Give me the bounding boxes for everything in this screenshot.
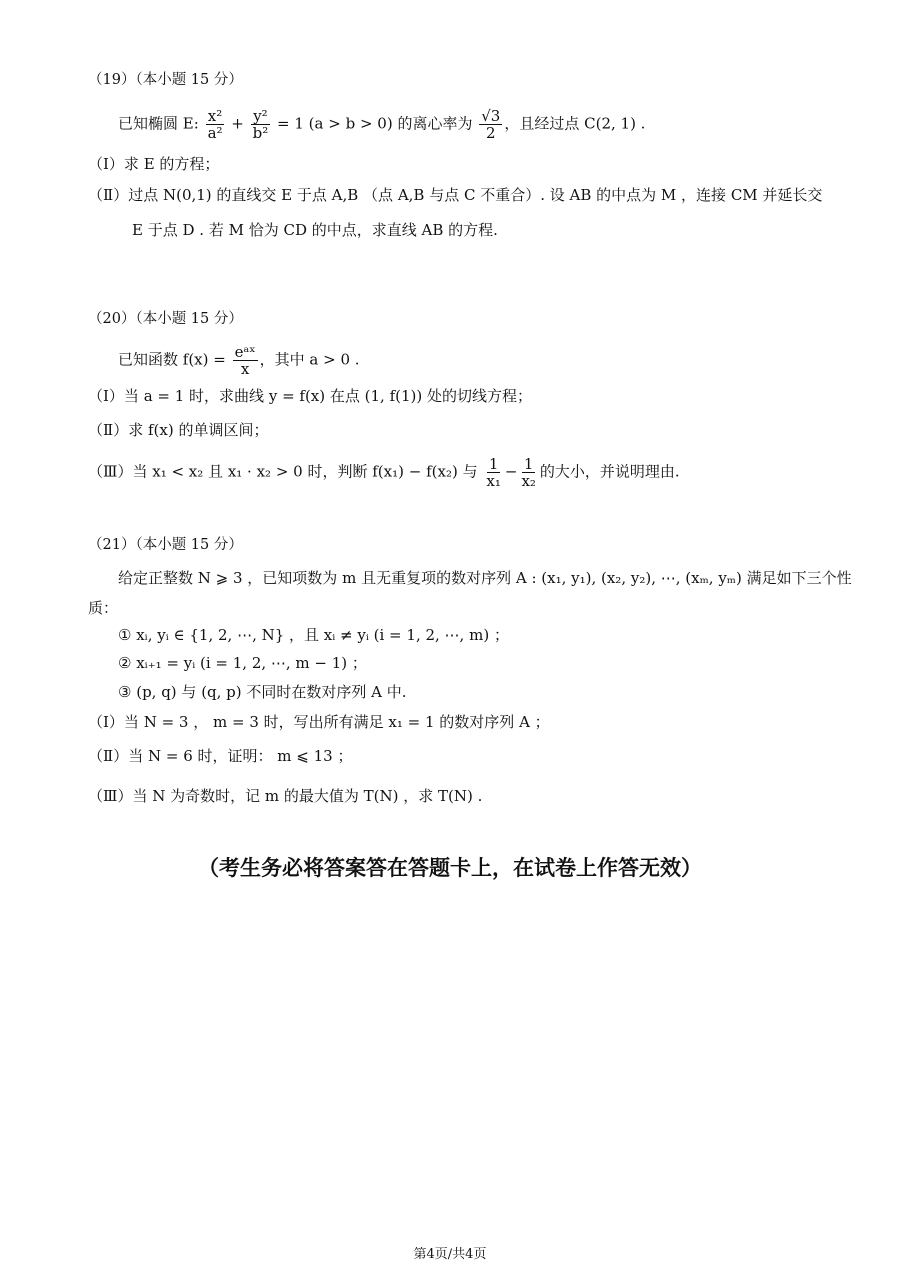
q19-part2-line1: （Ⅱ）过点 N(0,1) 的直线交 E 于点 A,B （点 A,B 与点 C 不重合）. 设 AB 的中点为 M ，连接 CM 并延长交	[88, 186, 823, 204]
q20-part3-f1-num: 1	[488, 455, 499, 473]
exam-notice: （考生务必将答案答在答题卡上，在试卷上作答无效）	[198, 856, 702, 880]
q20-part3-text-b: 的大小，并说明理由.	[539, 462, 680, 481]
q20-header: （20）（本小题 15 分）	[88, 311, 243, 327]
q21-stem-line1: 给定正整数 N ⩾ 3 ，已知项数为 m 且无重复项的数对序列 A : (x₁, y₁), (x₂, y₂), ⋯, (xₘ, yₘ) 满足如下三个性	[118, 569, 852, 587]
q19-frac-x2-a2	[206, 108, 225, 141]
q20-part3-f2-num: 1	[523, 455, 534, 473]
q19-stem-text-a: 已知椭圆 E:	[118, 114, 199, 133]
q21-prop2: ② xᵢ₊₁ = yᵢ (i = 1, 2, ⋯, m − 1) ；	[118, 654, 367, 672]
q19-frac1-num: x²	[207, 107, 223, 125]
q21-part3: （Ⅲ）当 N 为奇数时，记 m 的最大值为 T(N) ，求 T(N) .	[88, 787, 483, 805]
q20-frac-1-x1	[484, 456, 502, 489]
page-footer: 第4页/共4页	[413, 1247, 487, 1262]
q20-frac-eax-x	[233, 344, 258, 377]
q20-part2: （Ⅱ）求 f(x) 的单调区间；	[88, 421, 269, 439]
q19-part1: （Ⅰ）求 E 的方程；	[88, 155, 220, 173]
q20-part3-f1-den: x₁	[486, 472, 501, 490]
q19-frac2-num: y²	[253, 107, 268, 125]
q19-frac-y2-b2	[251, 108, 271, 141]
q20-part3-f2-den: x₂	[521, 472, 536, 490]
q20-part3	[88, 456, 680, 489]
q19-frac2-den: b²	[252, 124, 269, 142]
q19-frac3-den: 2	[486, 124, 496, 142]
q21-part2: （Ⅱ）当 N = 6 时，证明： m ⩽ 13 ；	[88, 747, 353, 765]
q21-stem-line2: 质：	[88, 599, 119, 617]
q20-part3-minus: −	[504, 462, 518, 481]
q20-stem-text-a: 已知函数 f(x) =	[118, 350, 226, 369]
q20-frac-num: eᵃˣ	[234, 343, 256, 361]
q19-frac3-num: √3	[481, 107, 501, 125]
q20-frac-1-x2	[519, 456, 537, 489]
q19-stem-text-b: = 1 (a > b > 0) 的离心率为	[272, 114, 473, 133]
q20-stem	[118, 344, 360, 377]
q19-stem-text-c: ，且经过点 C(2, 1) .	[504, 114, 646, 133]
q19-frac1-den: a²	[207, 124, 223, 142]
q21-prop3: ③ (p, q) 与 (q, p) 不同时在数对序列 A 中.	[118, 683, 407, 701]
q21-header: （21）（本小题 15 分）	[88, 537, 243, 553]
q19-frac-sqrt3-2	[479, 108, 502, 141]
q21-part1: （Ⅰ）当 N = 3 ， m = 3 时，写出所有满足 x₁ = 1 的数对序列 A ；	[88, 713, 550, 731]
q20-part3-text-a: （Ⅲ）当 x₁ < x₂ 且 x₁ · x₂ > 0 时，判断 f(x₁) − f(x₂) 与	[88, 462, 478, 481]
q19-stem	[118, 108, 645, 141]
q20-stem-text-b: ，其中 a > 0 .	[259, 350, 360, 369]
q20-part1: （Ⅰ）当 a = 1 时，求曲线 y = f(x) 在点 (1, f(1)) 处的切线方程；	[88, 387, 533, 405]
q20-frac-den: x	[240, 360, 250, 378]
q21-prop1: ① xᵢ, yᵢ ∈ {1, 2, ⋯, N} ，且 xᵢ ≠ yᵢ (i = 1, 2, ⋯, m) ；	[118, 626, 509, 644]
q19-plus: +	[226, 114, 249, 133]
q19-header: （19）（本小题 15 分）	[88, 72, 243, 88]
q19-part2-line2: E 于点 D . 若 M 恰为 CD 的中点，求直线 AB 的方程.	[132, 221, 498, 239]
